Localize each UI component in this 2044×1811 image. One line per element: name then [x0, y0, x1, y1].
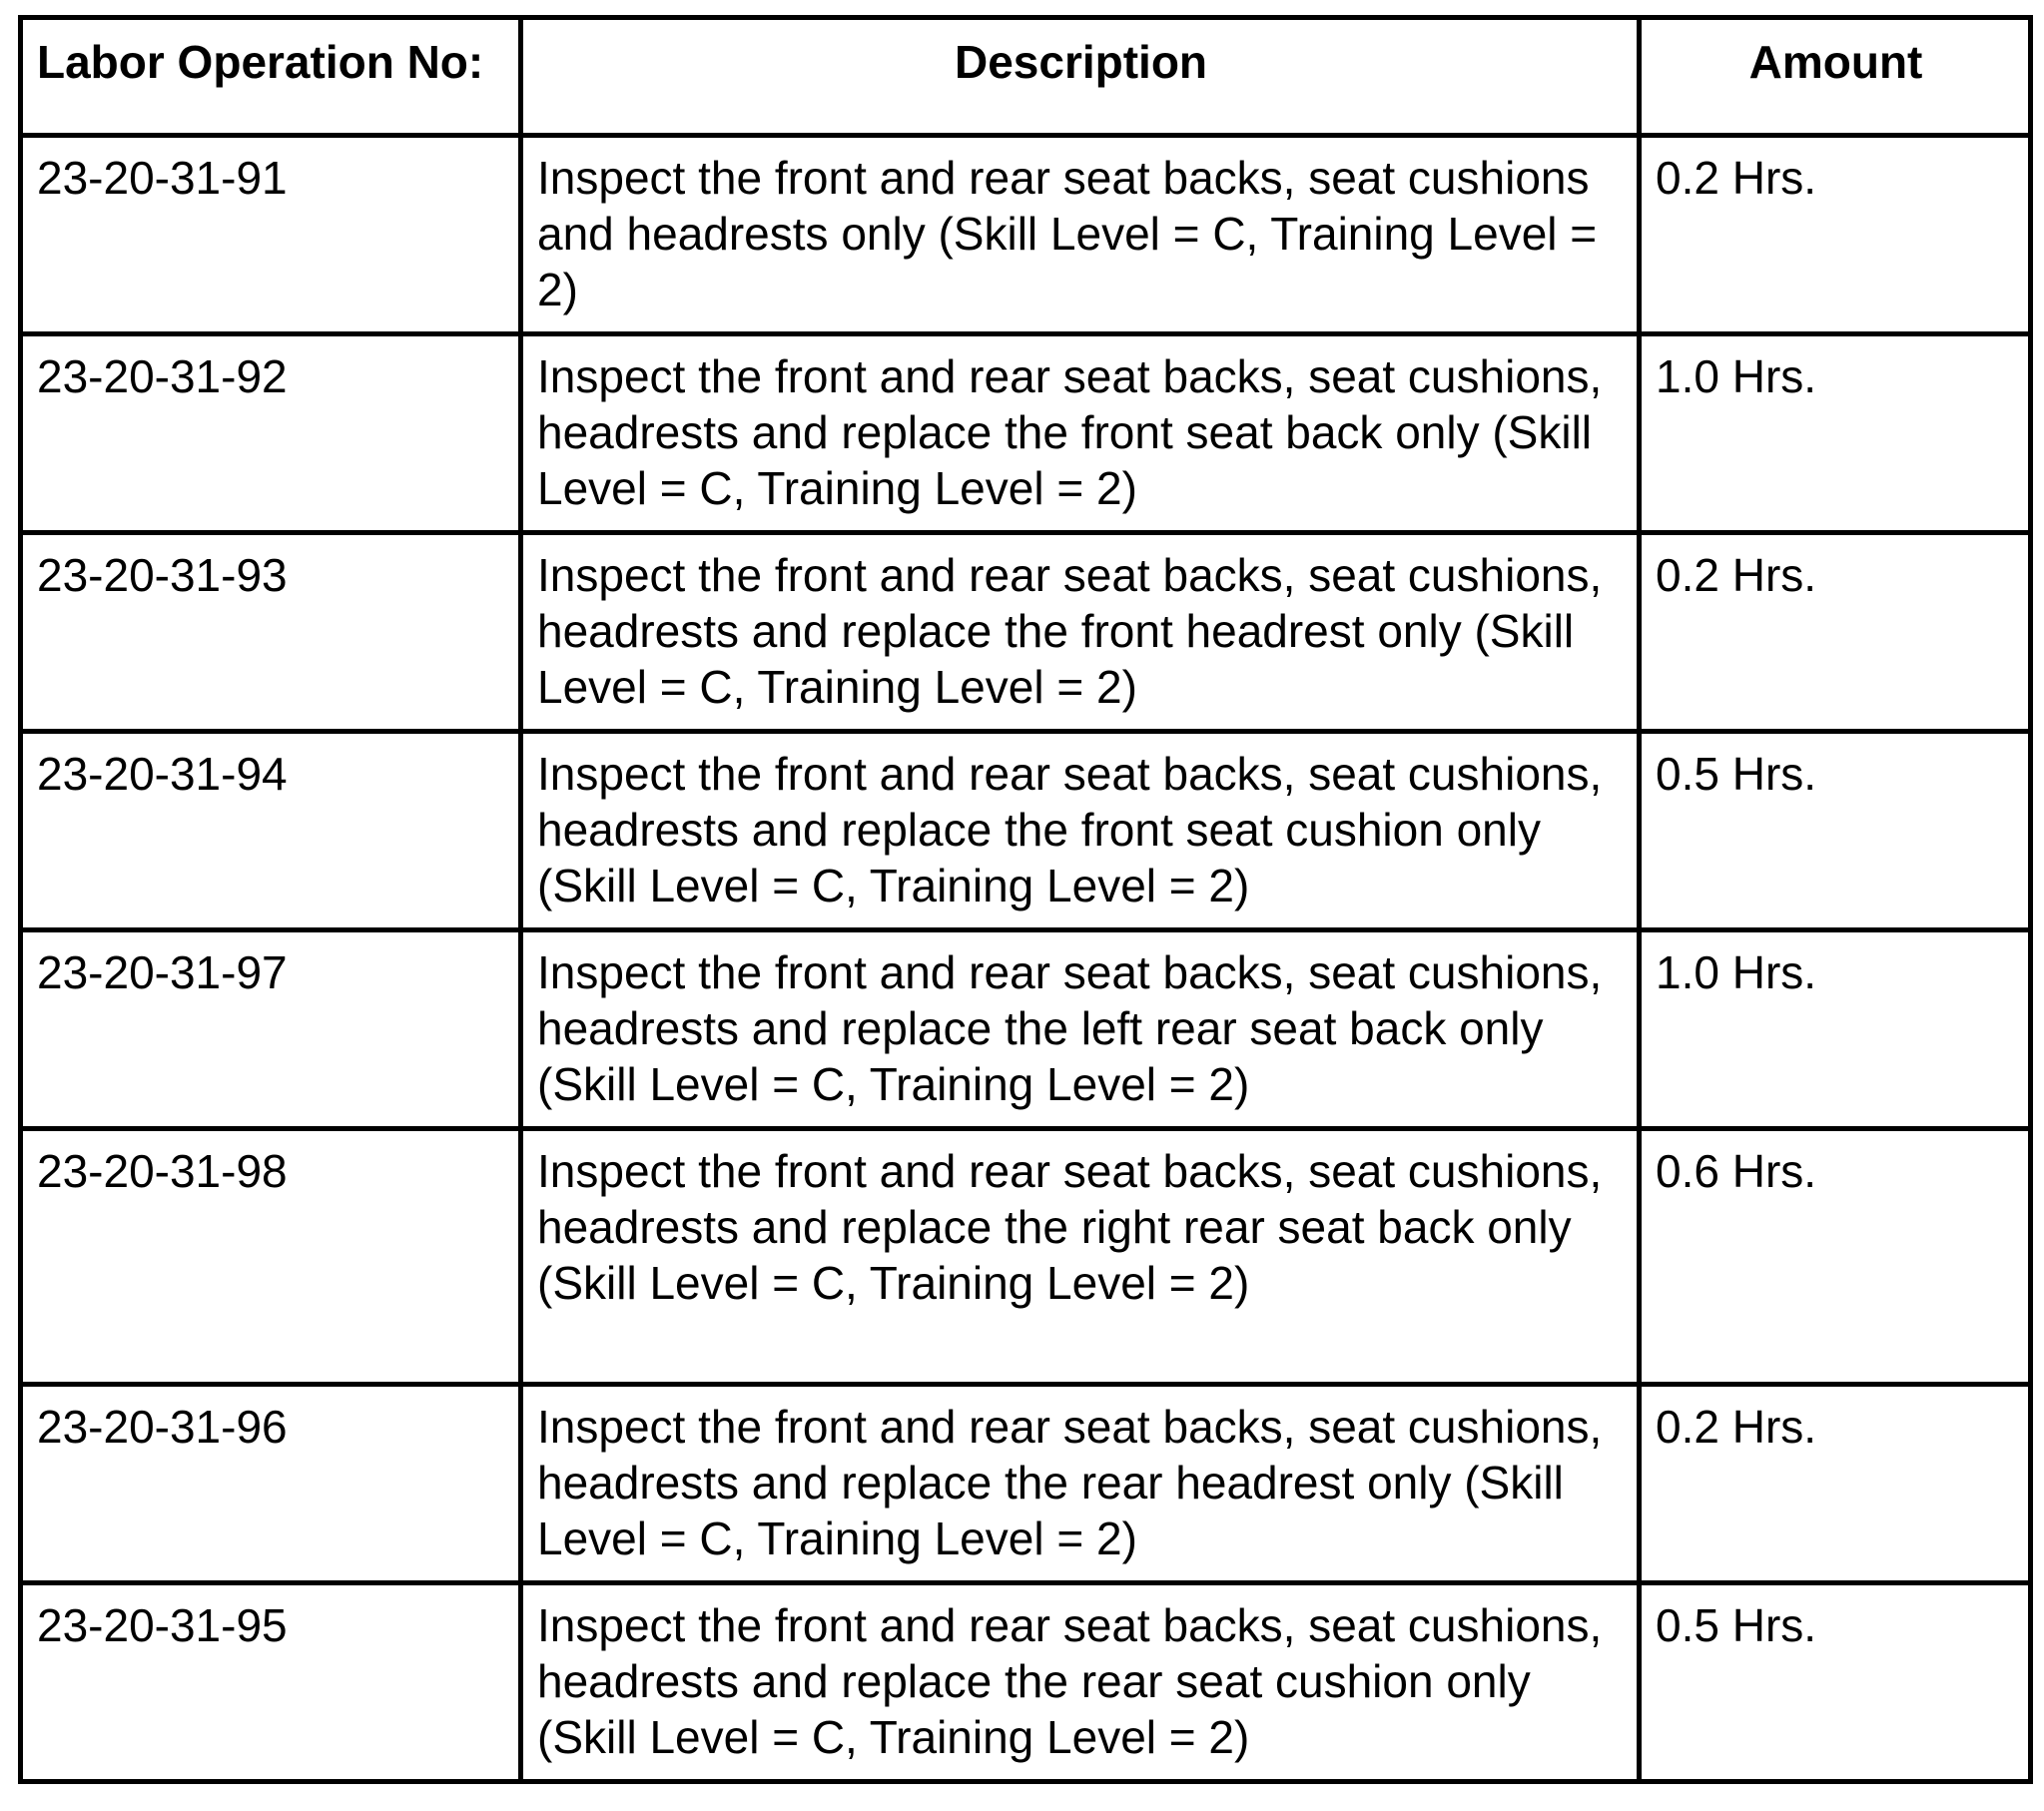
amount-cell: 0.5 Hrs. — [1640, 732, 2031, 930]
description-cell: Inspect the front and rear seat backs, seat cushions, headrests and replace the right rear seat back only (Skill Level = C, Training Level = 2) — [521, 1129, 1640, 1385]
amount-cell: 0.2 Hrs. — [1640, 533, 2031, 732]
table-row — [21, 533, 2031, 732]
header-row — [21, 18, 2031, 136]
table-row — [21, 1385, 2031, 1583]
description-cell: Inspect the front and rear seat backs, seat cushions, headrests and replace the front seat cushion only (Skill Level = C, Training Level = 2) — [521, 732, 1640, 930]
labor-operation-cell: 23-20-31-94 — [21, 732, 521, 930]
description-cell: Inspect the front and rear seat backs, seat cushions, headrests and replace the rear seat cushion only (Skill Level = C, Training Level = 2) — [521, 1583, 1640, 1782]
header-description: Description — [521, 18, 1640, 136]
amount-cell: 0.6 Hrs. — [1640, 1129, 2031, 1385]
description-cell: Inspect the front and rear seat backs, seat cushions, headrests and replace the left rear seat back only (Skill Level = C, Training Level = 2) — [521, 930, 1640, 1129]
amount-cell: 1.0 Hrs. — [1640, 334, 2031, 533]
amount-cell: 0.5 Hrs. — [1640, 1583, 2031, 1782]
labor-operation-cell: 23-20-31-98 — [21, 1129, 521, 1385]
amount-cell: 0.2 Hrs. — [1640, 1385, 2031, 1583]
labor-operation-cell: 23-20-31-95 — [21, 1583, 521, 1782]
description-cell: Inspect the front and rear seat backs, seat cushions, headrests and replace the front seat back only (Skill Level = C, Training Level = 2) — [521, 334, 1640, 533]
description-cell: Inspect the front and rear seat backs, seat cushions, headrests and replace the front headrest only (Skill Level = C, Training Level = 2) — [521, 533, 1640, 732]
description-cell: Inspect the front and rear seat backs, seat cushions and headrests only (Skill Level = C, Training Level = 2) — [521, 136, 1640, 334]
header-labor-operation: Labor Operation No: — [21, 18, 521, 136]
labor-operation-cell: 23-20-31-93 — [21, 533, 521, 732]
labor-operation-cell: 23-20-31-97 — [21, 930, 521, 1129]
table-row — [21, 1129, 2031, 1385]
table-row — [21, 136, 2031, 334]
table-row — [21, 334, 2031, 533]
header-amount: Amount — [1640, 18, 2031, 136]
amount-cell: 1.0 Hrs. — [1640, 930, 2031, 1129]
labor-operation-cell: 23-20-31-91 — [21, 136, 521, 334]
labor-operations-table — [18, 15, 2033, 1784]
description-cell: Inspect the front and rear seat backs, seat cushions, headrests and replace the rear headrest only (Skill Level = C, Training Level = 2) — [521, 1385, 1640, 1583]
table-row — [21, 1583, 2031, 1782]
amount-cell: 0.2 Hrs. — [1640, 136, 2031, 334]
table-row — [21, 732, 2031, 930]
table-row — [21, 930, 2031, 1129]
labor-operation-cell: 23-20-31-96 — [21, 1385, 521, 1583]
labor-operation-cell: 23-20-31-92 — [21, 334, 521, 533]
